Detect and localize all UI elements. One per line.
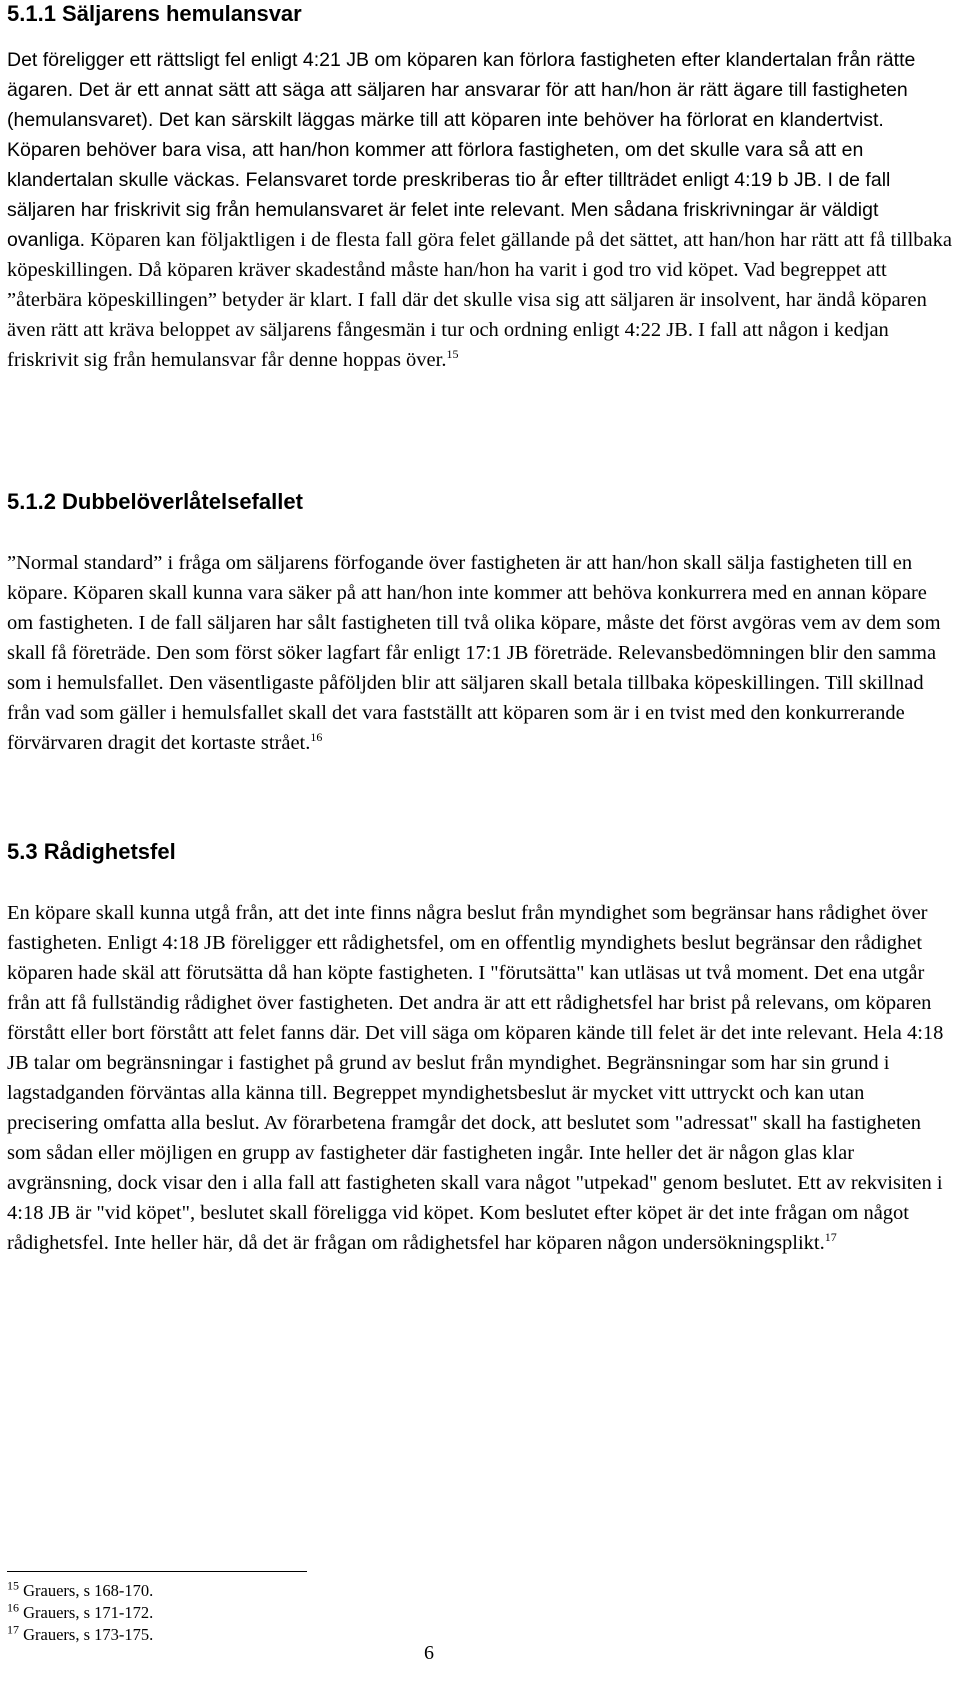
paragraph-hemulansvar-sans-part: Det föreligger ett rättsligt fel enligt 4:21 JB om köparen kan förlora fastigheten efter klandertalan från rätte ägaren. Det är ett annat sätt att säga att säljaren har ansvarar för att han/hon är rätt ägare till fastigheten (hemulansvaret). Det kan särskilt läggas märke till att köparen inte behöver ha förlorat en klandertvist. Köparen behöver bara visa, att han/hon kommer att förlora fastigheten, om det skulle vara så att en klandertalan skulle väckas. Felansvaret torde preskriberas tio år efter tillträdet enligt 4:19 b JB. I de fall säljaren har friskrivit sig från hemulansvaret är felet inte relevant. Men sådana friskrivningar är väldigt ovanliga.	[7, 49, 916, 251]
footnote-text: Grauers, s 168-170.	[19, 1581, 154, 1600]
section-heading-5-3: 5.3 Rådighetsfel	[7, 839, 176, 864]
footnote-number: 15	[7, 1578, 19, 1593]
footnote-text: Grauers, s 173-175.	[19, 1625, 154, 1644]
footnote-number: 17	[7, 1622, 19, 1637]
footnote-ref-17: 17	[824, 1230, 837, 1245]
paragraph-hemulansvar	[7, 45, 952, 375]
footnote-ref-15: 15	[446, 347, 459, 362]
footnote-16	[7, 1602, 153, 1624]
footnote-ref-16: 16	[310, 730, 323, 745]
paragraph-dubbeloverlatelse-text: ”Normal standard” i fråga om säljarens förfogande över fastigheten är att han/hon skall sälja fastigheten till en köpare. Köparen skall kunna vara säker på att han/hon inte kommer att behöva konkurrera med en annan köpare om fastigheten. I de fall säljaren har sålt fastigheten till två olika köpare, måste det först avgöras vem av dem som skall få företräde. Den som först söker lagfart får enligt 17:1 JB företräde. Relevansbedömningen blir den samma som i hemulsfallet. Den väsentligaste påföljden blir att säljaren skall betala tillbaka köpeskillingen. Till skillnad från vad som gäller i hemulsfallet skall det vara fastställt att köparen som är i en tvist med den konkurrerande förvärvaren dragit det kortaste strået.	[7, 552, 941, 754]
section-heading-5-1-2: 5.1.2 Dubbelöverlåtelsefallet	[7, 489, 303, 514]
footnote-17	[7, 1624, 153, 1646]
footnote-15	[7, 1580, 153, 1602]
footnote-separator	[7, 1571, 307, 1572]
paragraph-hemulansvar-serif-part: Köparen kan följaktligen i de flesta fall göra felet gällande på det sättet, att han/hon har rätt att få tillbaka köpeskillingen. Då köparen kräver skadestånd måste han/hon ha varit i god tro vid köpet. Vad begreppet att ”återbära köpeskillingen” betyder är klart. I fall där det skulle visa sig att säljaren är insolvent, har ändå köparen även rätt att kräva beloppet av säljarens fångesmän i tur och ordning enligt 4:22 JB. I fall att någon i kedjan friskrivit sig från hemulansvar får denne hoppas över.	[7, 229, 952, 371]
section-heading-5-1-1: 5.1.1 Säljarens hemulansvar	[7, 1, 302, 26]
footnotes	[7, 1580, 153, 1646]
paragraph-dubbeloverlatelse	[7, 548, 952, 758]
paragraph-radighetsfel-text: En köpare skall kunna utgå från, att det inte finns några beslut från myndighet som begränsar hans rådighet över fastigheten. Enligt 4:18 JB föreligger ett rådighetsfel, om en offentlig myndighets beslut begränsar den rådighet köparen hade skäl att förutsätta då han köpte fastigheten. I "förutsätta" kan utläsas ut två moment. Det ena utgår från att få fullständig rådighet över fastigheten. Det andra är att ett rådighetsfel har brist på relevans, om köparen förstått eller bort förstått att felet fanns där. Det vill säga om köparen kände till felet är det inte relevant. Hela 4:18 JB talar om begränsningar i fastighet på grund av beslut från myndighet. Begränsningar som har sin grund i lagstadganden förväntas alla känna till. Begreppet myndighetsbeslut är mycket vitt uttryckt och kan utan precisering omfatta alla beslut. Av förarbetena framgår det dock, att beslutet som "adressat" skall ha fastigheten som sådan eller möjligen en grupp av fastigheter där fastigheten ingår. Inte heller det är någon glas klar avgränsning, dock visar den i alla fall att fastigheten skall vara något "utpekad" genom beslutet. Ett av rekvisiten i 4:18 JB är "vid köpet", beslutet skall föreligga vid köpet. Kom beslutet efter köpet är det inte frågan om något rådighetsfel. Inte heller här, då det är frågan om rådighetsfel har köparen någon undersökningsplikt.	[7, 902, 944, 1254]
footnote-number: 16	[7, 1600, 19, 1615]
footnote-text: Grauers, s 171-172.	[19, 1603, 154, 1622]
page-number: 6	[424, 1642, 434, 1664]
paragraph-radighetsfel	[7, 898, 952, 1258]
